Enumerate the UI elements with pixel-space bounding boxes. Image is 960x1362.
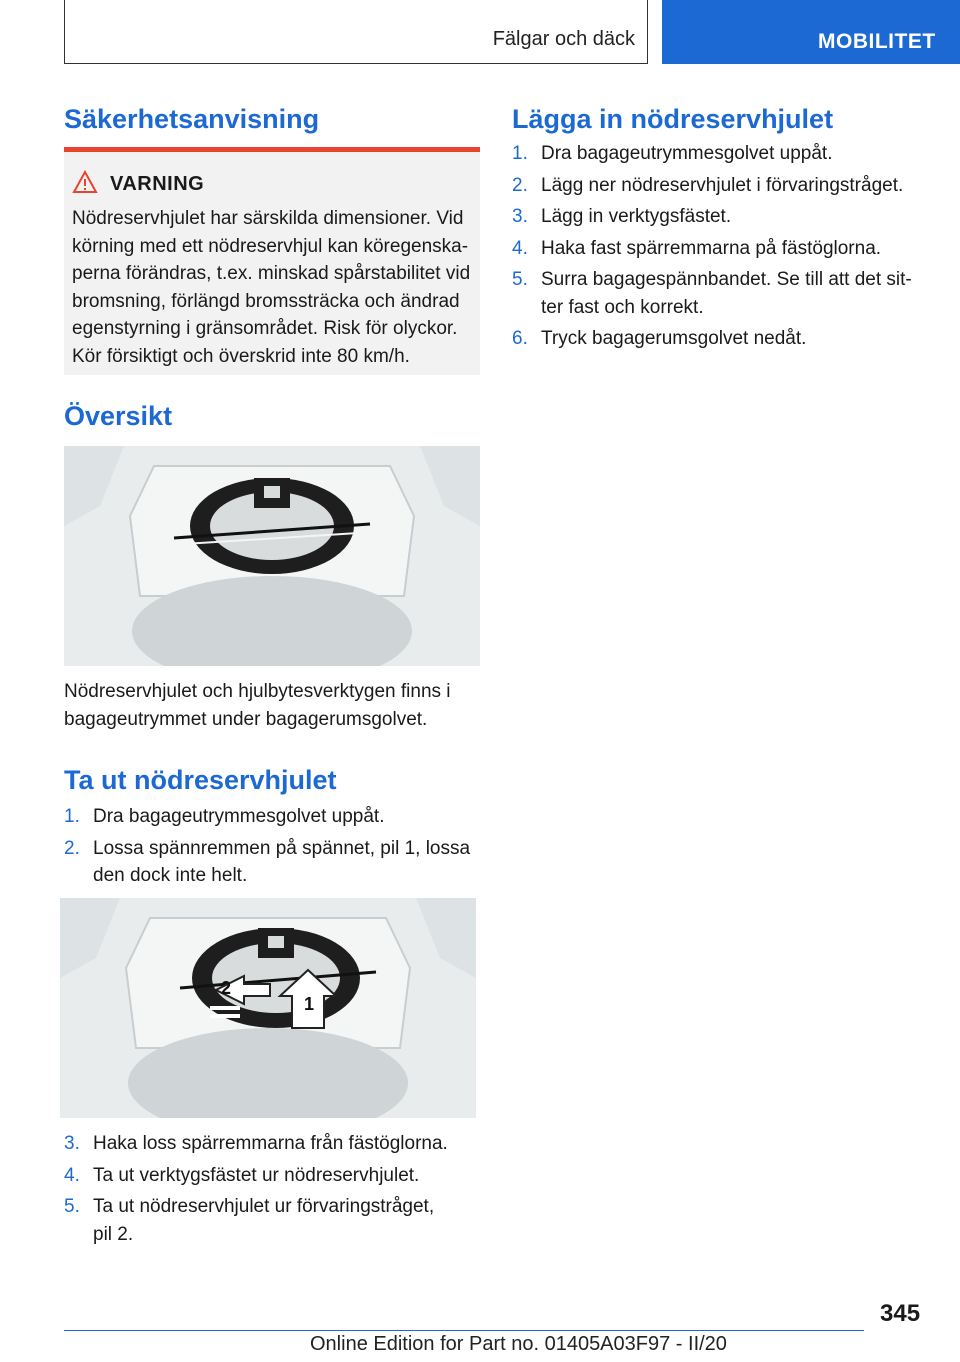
section-title: Fälgar och däck <box>492 28 635 50</box>
arrow-label-1: 1 <box>304 994 315 1014</box>
caption-line: Nödreservhjulet och hjulbytesverktygen finns i <box>64 681 451 702</box>
list-item <box>512 172 922 200</box>
step-number: 6. <box>512 328 528 349</box>
page-number: 345 <box>880 1300 921 1327</box>
step-text: Lossa spännremmen på spännet, pil 1, lossa <box>93 837 471 859</box>
remove-steps-list-continued <box>64 1130 480 1252</box>
list-item <box>512 203 922 231</box>
running-header <box>64 0 648 64</box>
insert-steps-list <box>512 140 922 357</box>
step-text: pil 2. <box>93 1223 134 1245</box>
step-text: Ta ut verktygsfästet ur nödreservhjulet. <box>93 1164 420 1186</box>
list-item <box>512 266 922 321</box>
step-number: 4. <box>512 237 528 259</box>
step-number: 1. <box>64 806 80 827</box>
list-item <box>64 835 480 890</box>
step-number: 2. <box>64 837 80 859</box>
step-text: Lägg ner nödreservhjulet i förvaringstråget. <box>541 174 904 196</box>
spare-wheel-removal-illustration <box>60 898 476 1118</box>
step-text: Dra bagageutrymmesgolvet uppåt. <box>93 806 385 827</box>
list-item <box>64 1162 480 1190</box>
step-number: 2. <box>512 174 528 196</box>
list-item <box>64 1193 480 1248</box>
footer-edition: Online Edition for Part no. 01405A03F97 - II/20 <box>310 1333 727 1355</box>
step-text: den dock inte helt. <box>93 865 248 886</box>
caption-line: bagageutrymmet under bagagerumsgolvet. <box>64 708 428 730</box>
step-text: Dra bagageutrymmesgolvet uppåt. <box>541 143 833 164</box>
step-number: 3. <box>64 1133 80 1154</box>
removal-figure <box>60 898 476 1118</box>
list-item <box>512 325 922 353</box>
list-item <box>64 803 480 831</box>
warning-triangle-icon <box>72 170 98 194</box>
warning-text <box>72 205 472 370</box>
overview-figure <box>64 446 480 666</box>
footer-rule <box>64 1330 864 1331</box>
step-number: 4. <box>64 1164 80 1186</box>
list-item <box>512 140 922 168</box>
list-item <box>64 1130 480 1158</box>
step-text: Haka fast spärremmarna på fästöglorna. <box>541 237 882 259</box>
warning-line: Kör försiktigt och överskrid inte 80 km/h. <box>72 345 410 367</box>
warning-line: perna förändras, t.ex. minskad spårstabilitet vid <box>72 263 471 284</box>
warning-line: egenstyrning i gränsområdet. Risk för olyckor. <box>72 318 458 339</box>
chapter-tab <box>662 0 960 64</box>
overview-heading: Översikt <box>64 401 173 431</box>
step-text: Haka loss spärremmarna från fästöglorna. <box>93 1133 448 1154</box>
warning-line: bromsning, förlängd bromssträcka och ändrad <box>72 290 460 312</box>
step-number: 5. <box>512 269 528 290</box>
remove-steps-list <box>64 803 480 894</box>
step-number: 5. <box>64 1196 80 1217</box>
step-number: 3. <box>512 206 528 227</box>
step-text: ter fast och korrekt. <box>541 296 704 318</box>
step-text: Tryck bagagerumsgolvet nedåt. <box>541 328 807 349</box>
list-item <box>512 235 922 263</box>
step-text: Ta ut nödreservhjulet ur förvaringstråget, <box>93 1196 435 1217</box>
insert-heading: Lägga in nödreservhjulet <box>512 104 834 134</box>
warning-line: Nödreservhjulet har särskilda dimensioner. Vid <box>72 208 464 229</box>
chapter-title: MOBILITET <box>818 30 936 53</box>
step-number: 1. <box>512 143 528 164</box>
warning-title: VARNING <box>110 173 205 195</box>
arrow-label-2: 2 <box>221 978 232 998</box>
warning-line: körning med ett nödreservhjul kan köregenska- <box>72 235 469 257</box>
step-text: Lägg in verktygsfästet. <box>541 206 732 227</box>
overview-caption <box>64 678 480 733</box>
safety-heading: Säkerhetsanvisning <box>64 104 320 134</box>
step-text: Surra bagagespännbandet. Se till att det sit- <box>541 269 912 290</box>
remove-heading: Ta ut nödreservhjulet <box>64 765 337 795</box>
spare-wheel-illustration <box>64 446 480 666</box>
